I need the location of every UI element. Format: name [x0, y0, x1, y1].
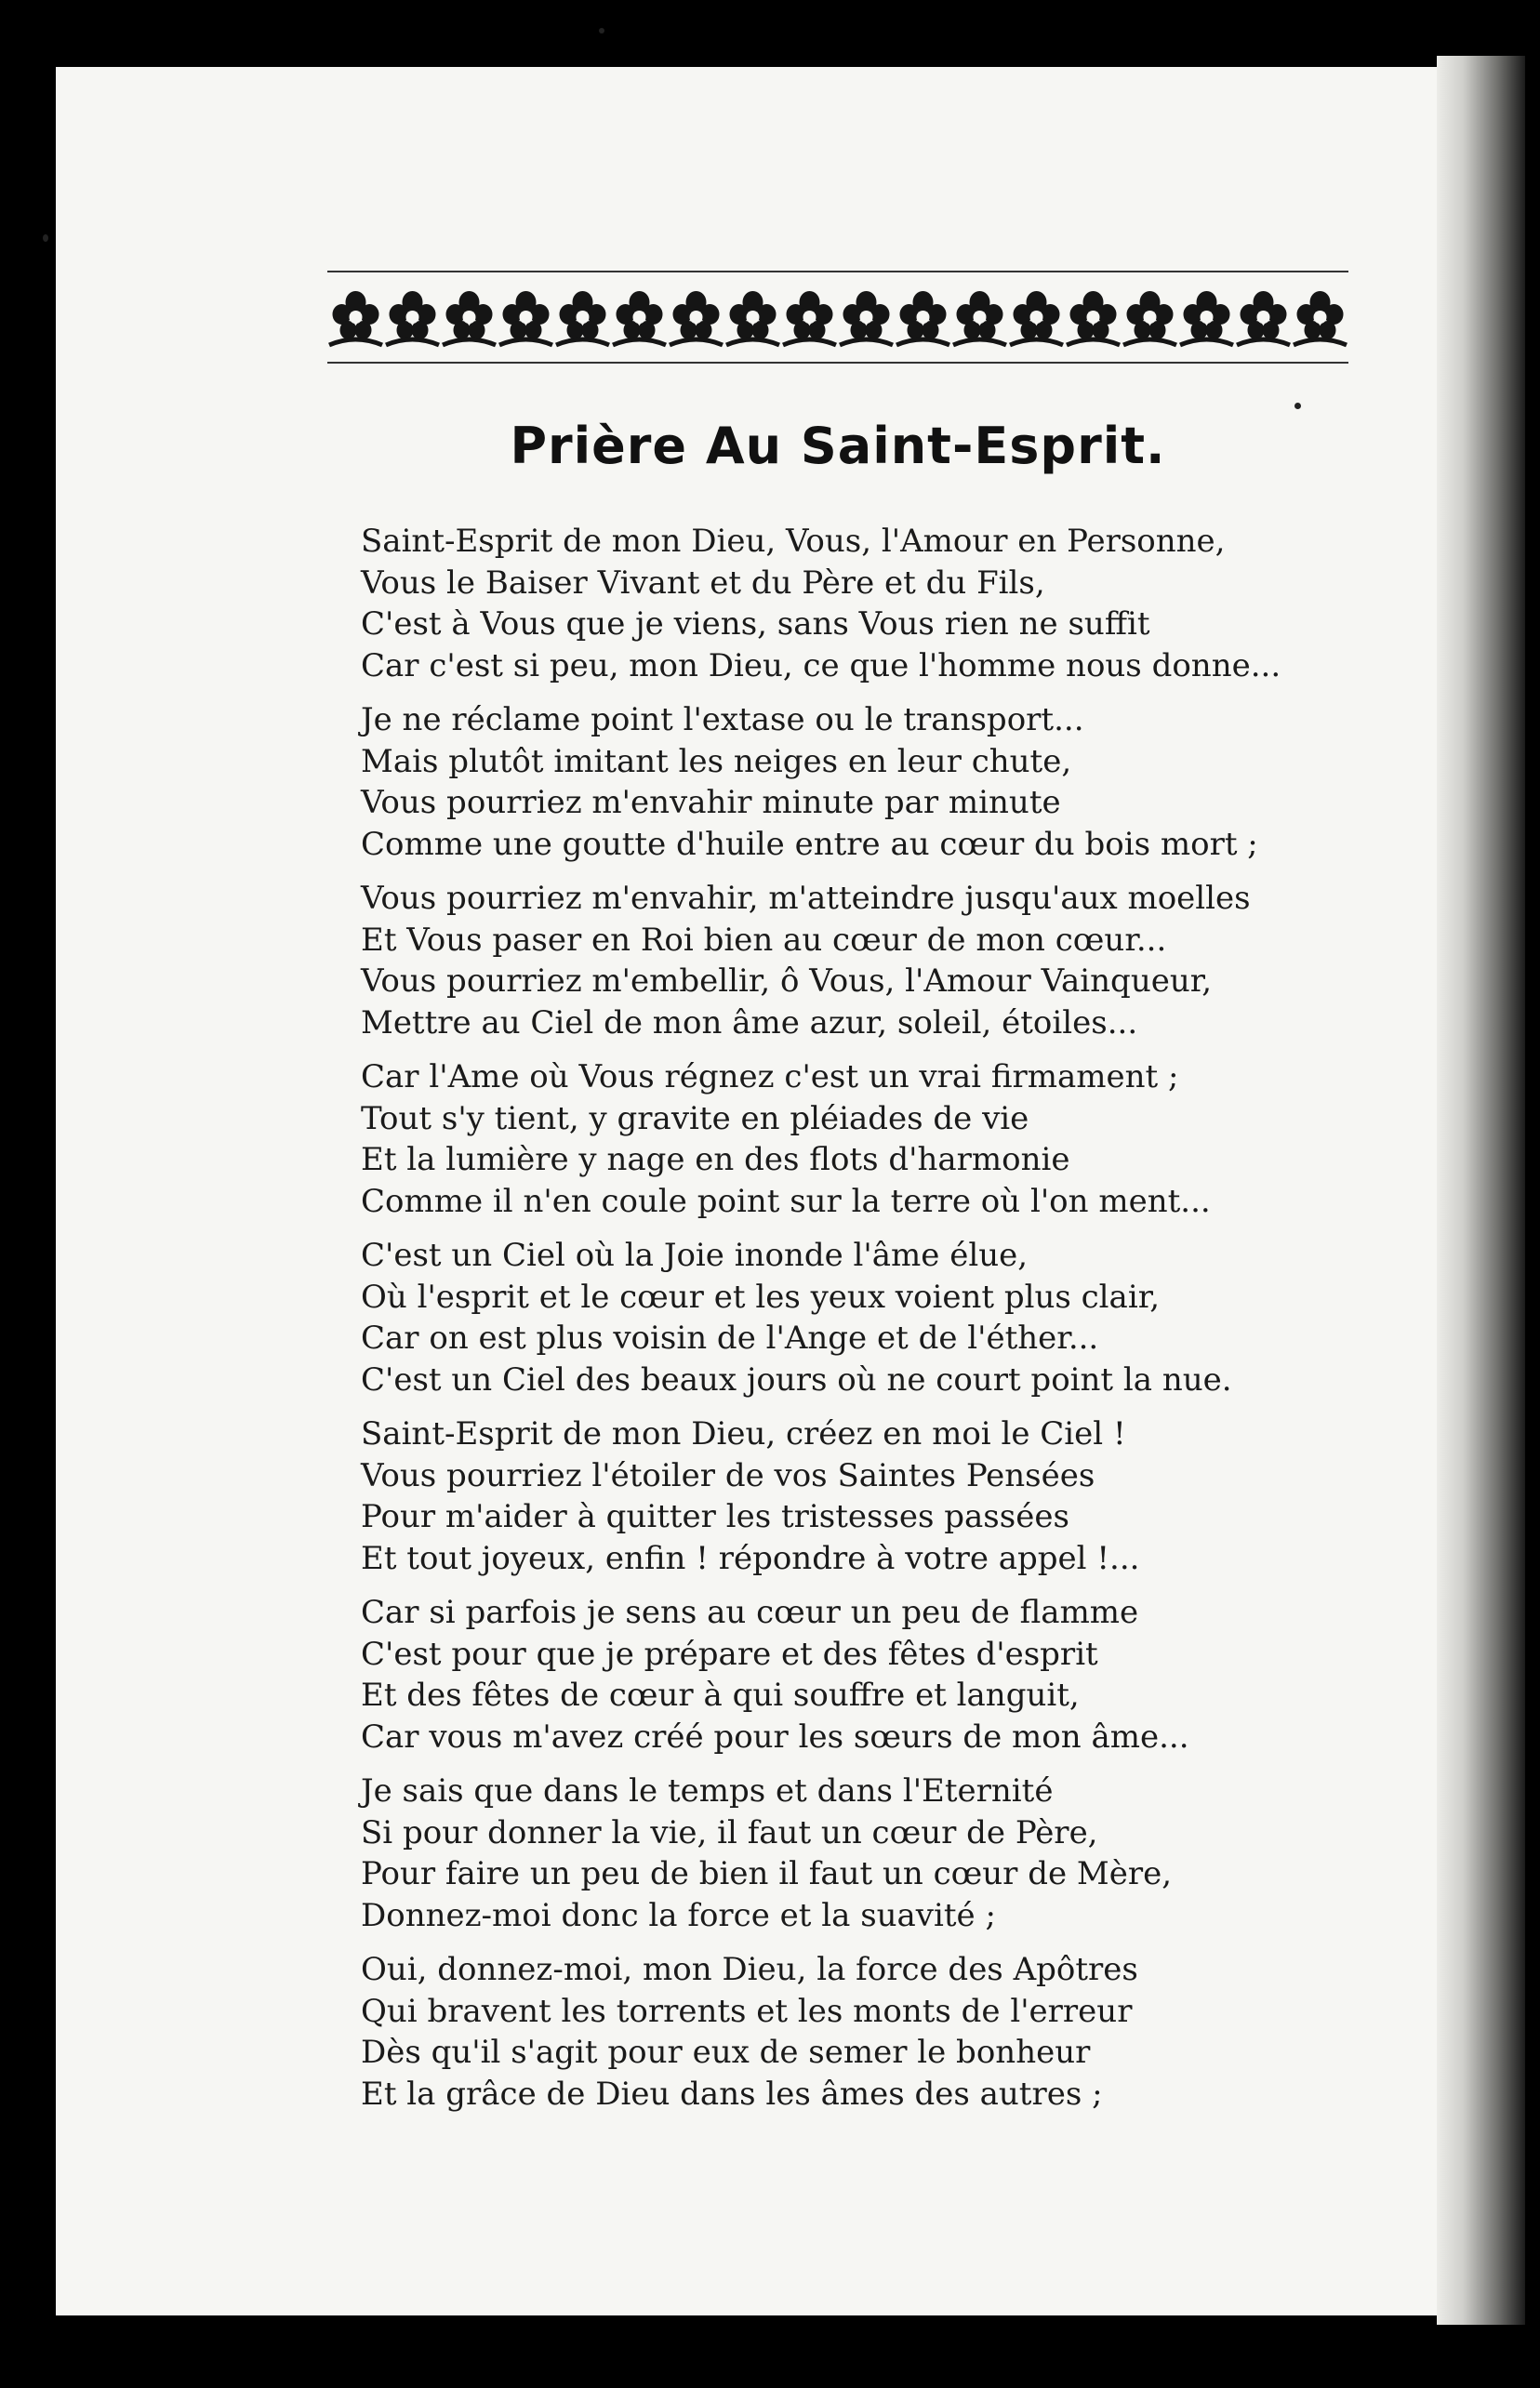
- verse-line: Mettre au Ciel de mon âme azur, soleil, étoiles...: [361, 1003, 1138, 1041]
- verse-line: Et la lumière y nage en des flots d'harmonie: [361, 1141, 1070, 1178]
- verse-line: Mais plutôt imitant les neiges en leur chute,: [361, 742, 1072, 780]
- stanza: [361, 1056, 1384, 1222]
- verse-line: Vous pourriez m'envahir, m'atteindre jusqu'aux moelles: [361, 880, 1251, 917]
- ornament-flower: [1180, 291, 1233, 345]
- verse-line: C'est un Ciel où la Joie inonde l'âme élue,: [361, 1237, 1029, 1274]
- scan-speck: [1294, 403, 1301, 409]
- verse-line: Et Vous paser en Roi bien au cœur de mon cœur...: [361, 921, 1167, 959]
- ornament-flower: [1237, 291, 1290, 345]
- poem: [361, 521, 1384, 2128]
- ornament-flower: [896, 291, 949, 345]
- verse-line: Dès qu'il s'agit pour eux de semer le bonheur: [361, 2034, 1091, 2071]
- verse-line: Vous pourriez l'étoiler de vos Saintes Pensées: [361, 1456, 1095, 1494]
- verse-line: Vous le Baiser Vivant et du Père et du Fils,: [361, 564, 1045, 602]
- verse-line: Et des fêtes de cœur à qui souffre et languit,: [361, 1677, 1080, 1714]
- verse-line: Pour faire un peu de bien il faut un cœur de Mère,: [361, 1855, 1172, 1892]
- verse-line: Vous pourriez m'envahir minute par minute: [361, 784, 1061, 821]
- page-title: Prière Au Saint-Esprit.: [510, 417, 1166, 475]
- verse-line: Où l'esprit et le cœur et les yeux voient plus clair,: [361, 1278, 1161, 1316]
- ornament-flower: [1123, 291, 1176, 345]
- ornament-flower: [840, 291, 893, 345]
- verse-line: Oui, donnez-moi, mon Dieu, la force des Apôtres: [361, 1951, 1138, 1988]
- verse-line: Car si parfois je sens au cœur un peu de flamme: [361, 1594, 1139, 1631]
- ornament-flower: [953, 291, 1006, 345]
- verse-line: C'est pour que je prépare et des fêtes d'esprit: [361, 1635, 1098, 1673]
- verse-line: Et tout joyeux, enfin ! répondre à votre appel !...: [361, 1539, 1140, 1577]
- ornament-flower: [329, 291, 382, 345]
- stanza: [361, 1592, 1384, 1758]
- stanza: [361, 1413, 1384, 1579]
- ornament-flower: [443, 291, 496, 345]
- stanza: [361, 878, 1384, 1043]
- stanza: [361, 1771, 1384, 1936]
- ornament-flower: [499, 291, 552, 345]
- scan-speck: [43, 234, 48, 242]
- stanza: [361, 1949, 1384, 2115]
- stanza: [361, 1235, 1384, 1400]
- ornament-flower: [670, 291, 723, 345]
- verse-line: Tout s'y tient, y gravite en pléiades de vie: [361, 1099, 1029, 1137]
- floral-ornament-border: [327, 266, 1348, 368]
- verse-line: Car c'est si peu, mon Dieu, ce que l'homme nous donne...: [361, 646, 1281, 684]
- ornament-flower: [726, 291, 779, 345]
- verse-line: Pour m'aider à quitter les tristesses passées: [361, 1498, 1069, 1535]
- verse-line: C'est à Vous que je viens, sans Vous rien ne suffit: [361, 605, 1150, 643]
- verse-line: Saint-Esprit de mon Dieu, créez en moi le Ciel !: [361, 1415, 1126, 1453]
- verse-line: Et la grâce de Dieu dans les âmes des autres ;: [361, 2075, 1103, 2113]
- ornament-flower: [556, 291, 609, 345]
- verse-line: Comme il n'en coule point sur la terre où l'on ment...: [361, 1182, 1211, 1220]
- stanza: [361, 521, 1384, 686]
- verse-line: Car vous m'avez créé pour les sœurs de mon âme...: [361, 1718, 1189, 1756]
- verse-line: Qui bravent les torrents et les monts de l'erreur: [361, 1992, 1133, 2030]
- verse-line: Car on est plus voisin de l'Ange et de l'éther...: [361, 1320, 1099, 1357]
- verse-line: C'est un Ciel des beaux jours où ne court point la nue.: [361, 1360, 1232, 1399]
- ornament-flower: [1010, 291, 1063, 345]
- verse-line: Je sais que dans le temps et dans l'Eternité: [361, 1772, 1054, 1810]
- stanza: [361, 699, 1384, 865]
- ornament-flower: [1067, 291, 1120, 345]
- scan-speck: [599, 28, 604, 33]
- ornament-flower: [1294, 291, 1347, 345]
- ornament-flower: [386, 291, 439, 345]
- verse-line: Car l'Ame où Vous régnez c'est un vrai firmament ;: [361, 1058, 1179, 1095]
- verse-line: Vous pourriez m'embellir, ô Vous, l'Amour Vainqueur,: [361, 962, 1213, 1000]
- ornament-flower: [783, 291, 836, 345]
- verse-line: Si pour donner la vie, il faut un cœur de Père,: [361, 1813, 1098, 1851]
- page-edge-shadow: [1437, 56, 1525, 2325]
- ornament-flower: [613, 291, 666, 345]
- verse-line: Saint-Esprit de mon Dieu, Vous, l'Amour en Personne,: [361, 523, 1226, 560]
- verse-line: Comme une goutte d'huile entre au cœur du bois mort ;: [361, 825, 1258, 863]
- verse-line: Donnez-moi donc la force et la suavité ;: [361, 1896, 996, 1934]
- verse-line: Je ne réclame point l'extase ou le transport...: [361, 701, 1084, 738]
